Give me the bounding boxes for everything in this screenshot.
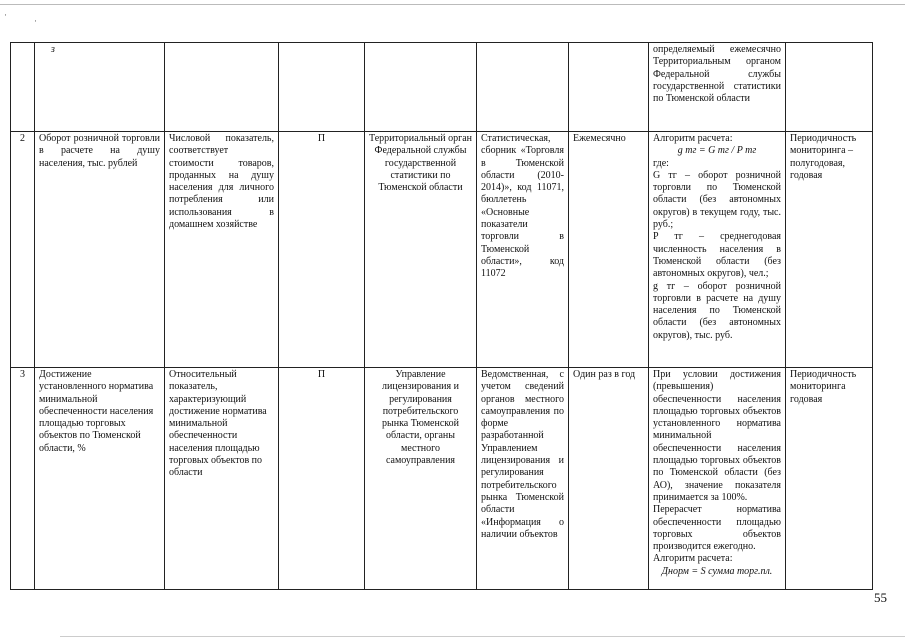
row-number	[11, 43, 35, 132]
table-row	[11, 368, 873, 590]
monitoring-cell	[786, 43, 873, 132]
table-row	[11, 132, 873, 368]
algorithm-cell	[649, 368, 786, 590]
frequency-cell: Ежемесячно	[569, 132, 649, 368]
source-org-cell	[365, 43, 477, 132]
algorithm-text: P тг – среднегодовая численность населения в Тюменской области (без автономных округов), чел.;	[653, 231, 781, 280]
algorithm-formula: Днорм = S сумма торг.пл.	[661, 565, 773, 577]
page-number: 55	[874, 590, 887, 605]
indicator-cell: Оборот розничной торговли в расчете на душу населения, тыс. рублей	[35, 132, 165, 368]
scan-bottom-rule	[60, 636, 905, 637]
algorithm-cell	[649, 132, 786, 368]
row-number: 2	[11, 132, 35, 368]
algorithm-text: где:	[653, 157, 669, 169]
scan-speck: ·	[34, 16, 37, 26]
characteristic-cell: Числовой показатель, соответствует стоимости товаров, проданных на душу населения для личного потребления или использования в домашнем хозяйстве	[165, 132, 279, 368]
row-number: 3	[11, 368, 35, 590]
algorithm-cell	[649, 43, 786, 132]
source-stat-cell: Ведомственная, с учетом сведений органов местного самоуправления по форме разработанной Управлением лицензирования и регулирования потребительского рынка Тюменской области «Информация о наличии объектов	[477, 368, 569, 590]
type-cell: П	[279, 132, 365, 368]
source-org-cell: Управление лицензирования и регулирования потребительского рынка Тюменской области, органы местного самоуправления	[365, 368, 477, 590]
algorithm-text: g тг – оборот розничной торговли в расчете на душу населения по Тюменской области (без автономных округов), тыс. руб.	[653, 280, 781, 341]
monitoring-cell: Периодичность мониторинга годовая	[786, 368, 873, 590]
indicators-table	[10, 42, 873, 590]
indicator-cell: Достижение установленного норматива минимальной обеспеченности населения площадью торговых объектов по Тюменской области, %	[35, 368, 165, 590]
algorithm-text: определяемый ежемесячно Территориальным органом Федеральной службы государственной статистики по Тюменской области	[653, 44, 781, 105]
source-stat-cell: Статистическая, сборник «Торговля в Тюменской области (2010-2014)», код 11071, бюллетень «Основные показатели торговли в Тюменской области», код 11072	[477, 132, 569, 368]
algorithm-text: G тг – оборот розничной торговли по Тюменской области (без автономных округов) в текущем году, тыс. руб.;	[653, 169, 781, 231]
frequency-cell: Один раз в год	[569, 368, 649, 590]
scan-speck: ·	[4, 10, 7, 20]
algorithm-formula: g тг = G тг / P тг	[677, 145, 757, 157]
scan-speck: ɜ	[51, 44, 55, 55]
type-cell	[279, 43, 365, 132]
indicator-cell	[35, 43, 165, 132]
algorithm-text: Алгоритм расчета:	[653, 553, 733, 565]
algorithm-text: При условии достижения (превышения) обеспеченности населения площадью торговых объектов установленного норматива минимальной обеспеченности населения площадью торговых объектов по Тюменской области (без АО), значение показателя принимается за 100%.	[653, 369, 781, 503]
frequency-cell	[569, 43, 649, 132]
characteristic-cell: Относительный показатель, характеризующий достижение норматива минимальной обеспеченности населения площадью торговых объектов по области	[165, 368, 279, 590]
scan-top-rule	[0, 4, 905, 5]
source-stat-cell	[477, 43, 569, 132]
algorithm-title: Алгоритм расчета:	[653, 133, 733, 144]
characteristic-cell	[165, 43, 279, 132]
source-org-cell: Территориальный орган Федеральной службы государственной статистики по Тюменской области	[365, 132, 477, 368]
type-cell: П	[279, 368, 365, 590]
algorithm-text: Перерасчет норматива обеспеченности площадью торговых объектов производится ежегодно.	[653, 504, 781, 553]
table-row	[11, 43, 873, 132]
monitoring-cell: Периодичность мониторинга – полугодовая, годовая	[786, 132, 873, 368]
